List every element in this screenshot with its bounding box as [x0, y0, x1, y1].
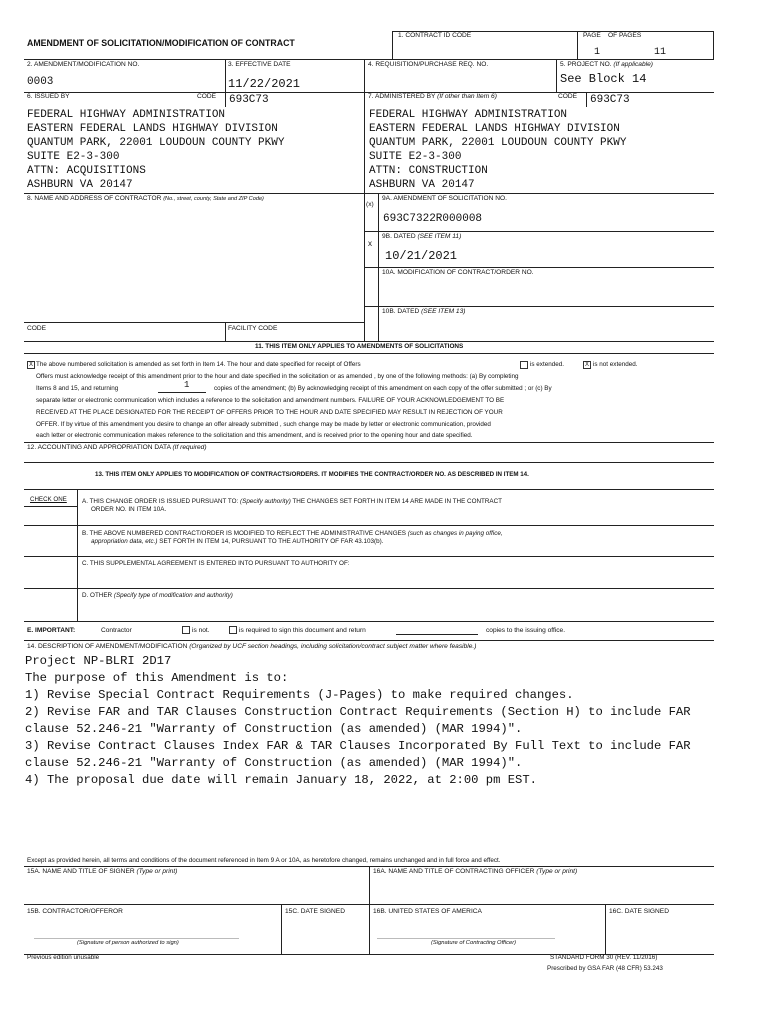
of-pages-number: 11	[654, 47, 667, 58]
item11-line1: The above numbered solicitation is amended as set forth in Item 14. The hour and date specified for receipt of Offers	[36, 361, 361, 368]
copies-label: copies to the issuing office.	[486, 627, 566, 634]
item14-line: 1) Revise Special Contract Requirements (J-Pages) to make required changes.	[25, 688, 574, 702]
administered-by-line: FEDERAL HIGHWAY ADMINISTRATION	[369, 109, 568, 121]
project-no-value: See Block 14	[560, 72, 647, 86]
signer-note: (Type or print)	[136, 868, 178, 875]
contractor-label-wrap	[27, 196, 264, 203]
not-extended-checkbox[interactable]: X	[584, 362, 589, 368]
project-no-label: 5. PROJECT NO.	[560, 61, 612, 68]
item14-note: (Organized by UCF section headings, including solicitation/contract subject matter where feasible.)	[189, 643, 477, 650]
administered-by-address	[369, 110, 626, 194]
item14-line: Project NP-BLRI 2D17	[25, 654, 172, 668]
page-label: PAGE	[583, 32, 601, 39]
administered-by-line: QUANTUM PARK, 22001 LOUDOUN COUNTY PKWY	[369, 137, 627, 149]
item9a-value: 693C7322R000008	[383, 213, 483, 225]
is-not-checkbox[interactable]	[182, 626, 190, 634]
contractor-signature-line[interactable]: (Signature of person authorized to sign)	[77, 940, 179, 946]
except-text: Except as provided herein, all terms and conditions of the document referenced in Item 9 A or 10A, as heretofore changed, remains unchanged and in full force and effect.	[27, 857, 501, 864]
signer-label-wrap	[27, 869, 177, 876]
item13b-line2: appropriation data, etc.) SET FORTH IN ITEM 14, PURSUANT TO THE AUTHORITY OF FAR 43.103(b).	[91, 538, 384, 545]
item11-line3a: Items 8 and 15, and returning	[36, 385, 119, 392]
effective-date-value: 11/22/2021	[228, 77, 301, 91]
contract-id-label: 1. CONTRACT ID CODE	[398, 32, 472, 39]
administered-label-wrap	[368, 94, 497, 101]
item14-label-wrap	[27, 644, 476, 651]
officer-note: (Type or print)	[536, 868, 578, 875]
officer-label-wrap	[373, 869, 577, 876]
contractor-label-note: (No., street, county, State and ZIP Code)	[163, 196, 264, 202]
contractor-label: 8. NAME AND ADDRESS OF CONTRACTOR	[27, 195, 162, 202]
issued-by-label: 6. ISSUED BY	[27, 93, 70, 100]
item11-title: 11. THIS ITEM ONLY APPLIES TO AMENDMENTS OF SOLICITATIONS	[255, 343, 464, 350]
item14-label: 14. DESCRIPTION OF AMENDMENT/MODIFICATION	[27, 643, 188, 650]
standard-form: STANDARD FORM 30 (REV. 11/2016)	[550, 954, 658, 961]
issued-by-line: FEDERAL HIGHWAY ADMINISTRATION	[27, 109, 226, 121]
previous-edition: Previous edition unusable	[27, 954, 100, 961]
effective-date-label: 3. EFFECTIVE DATE	[228, 61, 291, 68]
item9b-note: (SEE ITEM 11)	[417, 233, 462, 240]
item14-line: 3) Revise Contract Clauses Index FAR & TAR Clauses Incorporated By Full Text to include FAR	[25, 739, 691, 753]
extended-label: is extended.	[530, 361, 564, 368]
facility-code-label: FACILITY CODE	[228, 325, 278, 332]
item9b-x: x	[368, 239, 372, 248]
requisition-label: 4. REQUISITION/PURCHASE REQ. NO.	[368, 61, 489, 68]
amendment-no-label: 2. AMENDMENT/MODIFICATION NO.	[27, 61, 140, 68]
issued-by-line: EASTERN FEDERAL LANDS HIGHWAY DIVISION	[27, 123, 278, 135]
item13d-line: D. OTHER (Specify type of modification and authority)	[82, 592, 233, 599]
is-not-label: is not.	[192, 627, 210, 634]
item14-line: 2) Revise FAR and TAR Clauses Construction Contract Requirements (Section H) to include FAR	[25, 705, 691, 719]
administered-by-line: ATTN: CONSTRUCTION	[369, 165, 488, 177]
administered-code-value: 693C73	[590, 94, 630, 106]
important-label: E. IMPORTANT:	[27, 627, 76, 634]
item11-line7: each letter or electronic communication makes reference to the solicitation and this amendment, and is received prior to the opening hour and date specified.	[36, 432, 473, 439]
signer-label: 15A. NAME AND TITLE OF SIGNER	[27, 868, 135, 875]
check-one-label: CHECK ONE	[30, 496, 67, 503]
administered-by-line: EASTERN FEDERAL LANDS HIGHWAY DIVISION	[369, 123, 620, 135]
item12-label: 12. ACCOUNTING AND APPROPRIATION DATA	[27, 444, 171, 451]
item14-line: 4) The proposal due date will remain January 18, 2022, at 2:00 pm EST.	[25, 773, 537, 787]
issued-by-line: SUITE E2-3-300	[27, 151, 120, 163]
item13-title: 13. THIS ITEM ONLY APPLIES TO MODIFICATION OF CONTRACTS/ORDERS. IT MODIFIES THE CONTRACT/ORDER NO. AS DESCRIBED IN ITEM 14.	[95, 471, 529, 478]
issued-code-value: 693C73	[229, 94, 269, 106]
item11-line5: RECEIVED AT THE PLACE DESIGNATED FOR THE RECEIPT OF OFFERS PRIOR TO THE HOUR AND DATE SPECIFIED MAY RESULT IN REJECTION OF YOUR	[36, 409, 503, 416]
administered-code-label: CODE	[558, 93, 578, 100]
is-required-checkbox[interactable]	[229, 626, 237, 634]
issued-by-address	[27, 110, 284, 194]
copies-value: 1	[184, 380, 190, 390]
not-extended-label: is not extended.	[593, 361, 638, 368]
item13a-line2: ORDER NO. IN ITEM 10A.	[91, 506, 167, 513]
item10b-note: (SEE ITEM 13)	[421, 308, 466, 315]
issued-by-line: ATTN: ACQUISITIONS	[27, 165, 146, 177]
item12-note: (If required)	[172, 444, 207, 451]
amendment-no-value: 0003	[27, 76, 54, 88]
issued-by-line: QUANTUM PARK, 22001 LOUDOUN COUNTY PKWY	[27, 137, 285, 149]
item9b-label: 9B. DATED	[382, 233, 416, 240]
issued-code-label: CODE	[197, 93, 217, 100]
is-required-label: is required to sign this document and return	[239, 627, 366, 634]
item13b-line1: B. THE ABOVE NUMBERED CONTRACT/ORDER IS MODIFIED TO REFLECT THE ADMINISTRATIVE CHANGES (such as changes in paying office,	[82, 530, 503, 537]
administered-by-line: SUITE E2-3-300	[369, 151, 462, 163]
contractor-code-label: CODE	[27, 325, 47, 332]
item13c-line: C. THIS SUPPLEMENTAL AGREEMENT IS ENTERED INTO PURSUANT TO AUTHORITY OF:	[82, 560, 350, 567]
administered-by-line: ASHBURN VA 20147	[369, 179, 475, 191]
item14-line: clause 52.246-21 "Warranty of Construction (as amended) (MAR 1994)".	[25, 756, 523, 770]
item14-line: clause 52.246-21 "Warranty of Construction (as amended) (MAR 1994)".	[25, 722, 523, 736]
item11-line6: OFFER. If by virtue of this amendment you desire to change an offer already submitted , such change may be made by letter or electronic communication, provided	[36, 421, 491, 428]
item10b-label-wrap	[382, 309, 465, 316]
item11-line2: Offers must acknowledge receipt of this amendment prior to the hour and date specified in the solicitation or as amended , by one of the following methods: (a) By completing	[36, 373, 519, 380]
item9a-label: 9A. AMENDMENT OF SOLICITATION NO.	[382, 195, 507, 202]
project-no-note: (If applicable)	[613, 61, 653, 68]
important-contractor: Contractor	[101, 627, 132, 634]
item9b-value: 10/21/2021	[385, 249, 458, 263]
prescribed-by: Prescribed by GSA FAR (48 CFR) 53.243	[547, 965, 663, 972]
issued-by-line: ASHBURN VA 20147	[27, 179, 133, 191]
item9b-label-wrap	[382, 234, 461, 241]
date-signed-16c-label: 16C. DATE SIGNED	[609, 908, 669, 915]
item11-line4: separate letter or electronic communication which includes a reference to the solicitation and amendment numbers. FAILURE OF YOUR ACKNOWLEDGEMENT TO BE	[36, 397, 505, 404]
item13a-line1: A. THIS CHANGE ORDER IS ISSUED PURSUANT TO: (Specify authority) THE CHANGES SET FORTH IN ITEM 14 ARE MADE IN THE CONTRACT	[82, 498, 503, 505]
x-marker: (x)	[366, 201, 374, 208]
form-title: AMENDMENT OF SOLICITATION/MODIFICATION OF CONTRACT	[27, 38, 295, 48]
item11-line3b: copies of the amendment; (b) By acknowledging receipt of this amendment on each copy of the offer submitted ; or (c) By	[214, 385, 552, 392]
page-number: 1	[594, 47, 601, 58]
officer-signature-line[interactable]: (Signature of Contracting Officer)	[431, 940, 517, 946]
date-signed-15c-label: 15C. DATE SIGNED	[285, 908, 345, 915]
amended-checkbox[interactable]: X	[28, 362, 33, 368]
officer-label: 16A. NAME AND TITLE OF CONTRACTING OFFICER	[373, 868, 535, 875]
extended-checkbox[interactable]	[520, 361, 528, 369]
administered-label: 7. ADMINISTERED BY	[368, 93, 436, 100]
project-no-label-wrap	[560, 62, 653, 69]
item14-line: The purpose of this Amendment is to:	[25, 671, 289, 685]
item12-label-wrap	[27, 445, 207, 452]
item10a-label: 10A. MODIFICATION OF CONTRACT/ORDER NO.	[382, 269, 534, 276]
contractor-offeror-label: 15B. CONTRACTOR/OFFEROR	[27, 908, 123, 915]
usa-label: 16B. UNITED STATES OF AMERICA	[373, 908, 482, 915]
item10b-label: 10B. DATED	[382, 308, 420, 315]
of-pages-label: OF PAGES	[608, 32, 642, 39]
administered-note: (If other than Item 6)	[437, 93, 497, 100]
